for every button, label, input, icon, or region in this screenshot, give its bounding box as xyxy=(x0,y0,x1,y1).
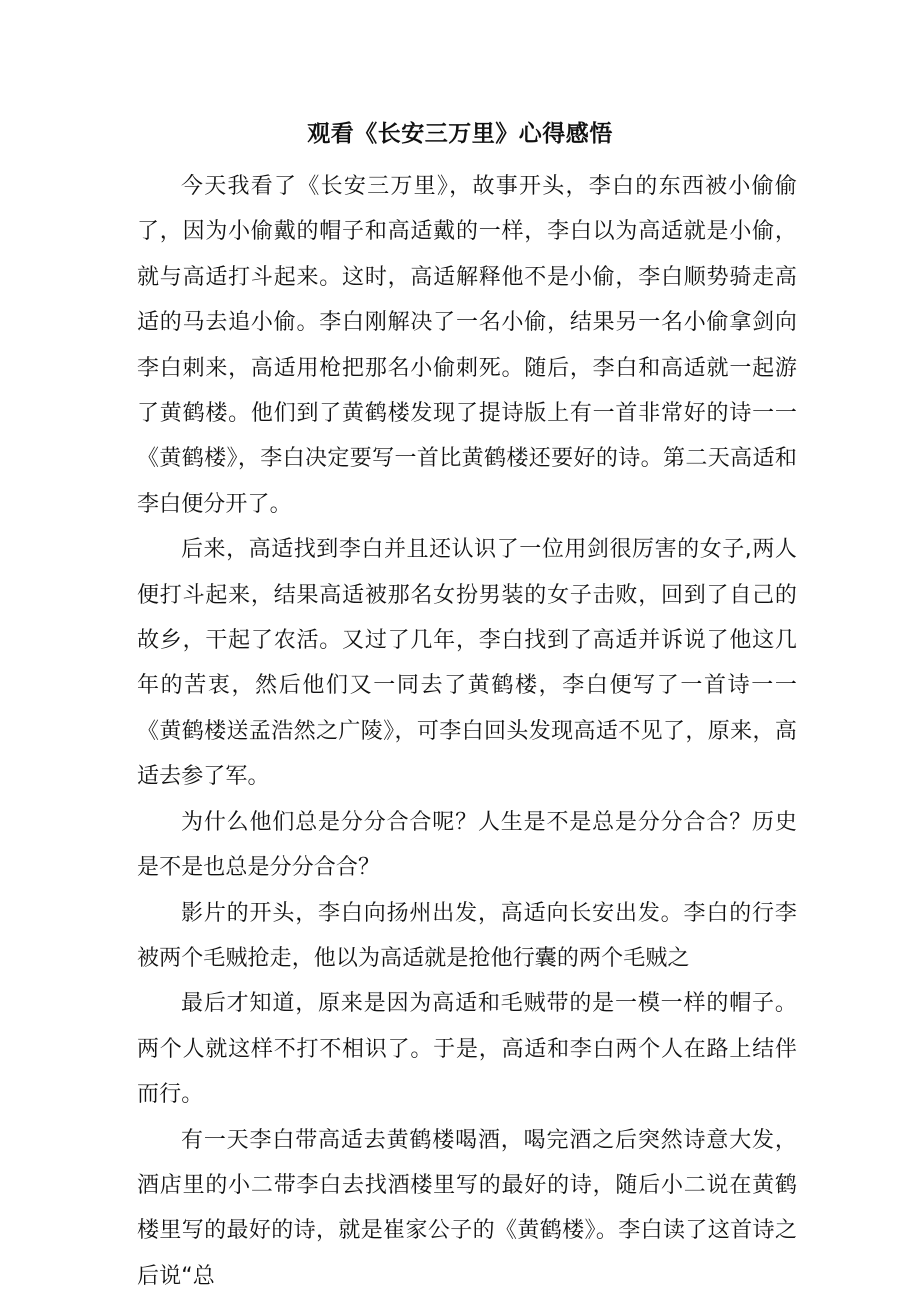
paragraph-3: 为什么他们总是分分合合呢？人生是不是总是分分合合？历史是不是也总是分分合合？ xyxy=(137,809,797,881)
document-body xyxy=(137,164,797,1299)
paragraph-5: 最后才知道，原来是因为高适和毛贼带的是一模一样的帽子。两个人就这样不打不相识了。于是，高适和李白两个人在路上结伴而行。 xyxy=(137,991,797,1108)
paragraph-1: 今天我看了《长安三万里》，故事开头，李白的东西被小偷偷了，因为小偷戴的帽子和高适戴的一样，李白以为高适就是小偷，就与高适打斗起来。这时，高适解释他不是小偷，李白顺势骑走高适的马去追小偷。李白刚解决了一名小偷，结果另一名小偷拿剑向李白刺来，高适用枪把那名小偷刺死。随后，李白和高适就一起游了黄鹤楼。他们到了黄鹤楼发现了提诗版上有一首非常好的诗一一《黄鹤楼》，李白决定要写一首比黄鹤楼还要好的诗。第二天高适和李白便分开了。 xyxy=(137,174,797,517)
paragraph-2: 后来，高适找到李白并且还认识了一位用剑很厉害的女子,两人便打斗起来，结果高适被那名女扮男装的女子击败，回到了自己的故乡，干起了农活。又过了几年，李白找到了高适并诉说了他这几年的苦衷，然后他们又一同去了黄鹤楼，李白便写了一首诗一一《黄鹤楼送孟浩然之广陵》，可李白回头发现高适不见了，原来，高适去参了军。 xyxy=(137,537,797,790)
document-title: 观看《长安三万里》心得感悟 xyxy=(307,121,613,147)
paragraph-6: 有一天李白带高适去黄鹤楼喝酒，喝完酒之后突然诗意大发，酒店里的小二带李白去找酒楼里写的最好的诗，随后小二说在黄鹤楼里写的最好的诗，就是崔家公子的《黄鹤楼》。李白读了这首诗之后说“总 xyxy=(137,1127,797,1289)
paragraph-4: 影片的开头，李白向扬州出发，高适向长安出发。李白的行李被两个毛贼抢走，他以为高适就是抢他行囊的两个毛贼之 xyxy=(137,900,797,971)
